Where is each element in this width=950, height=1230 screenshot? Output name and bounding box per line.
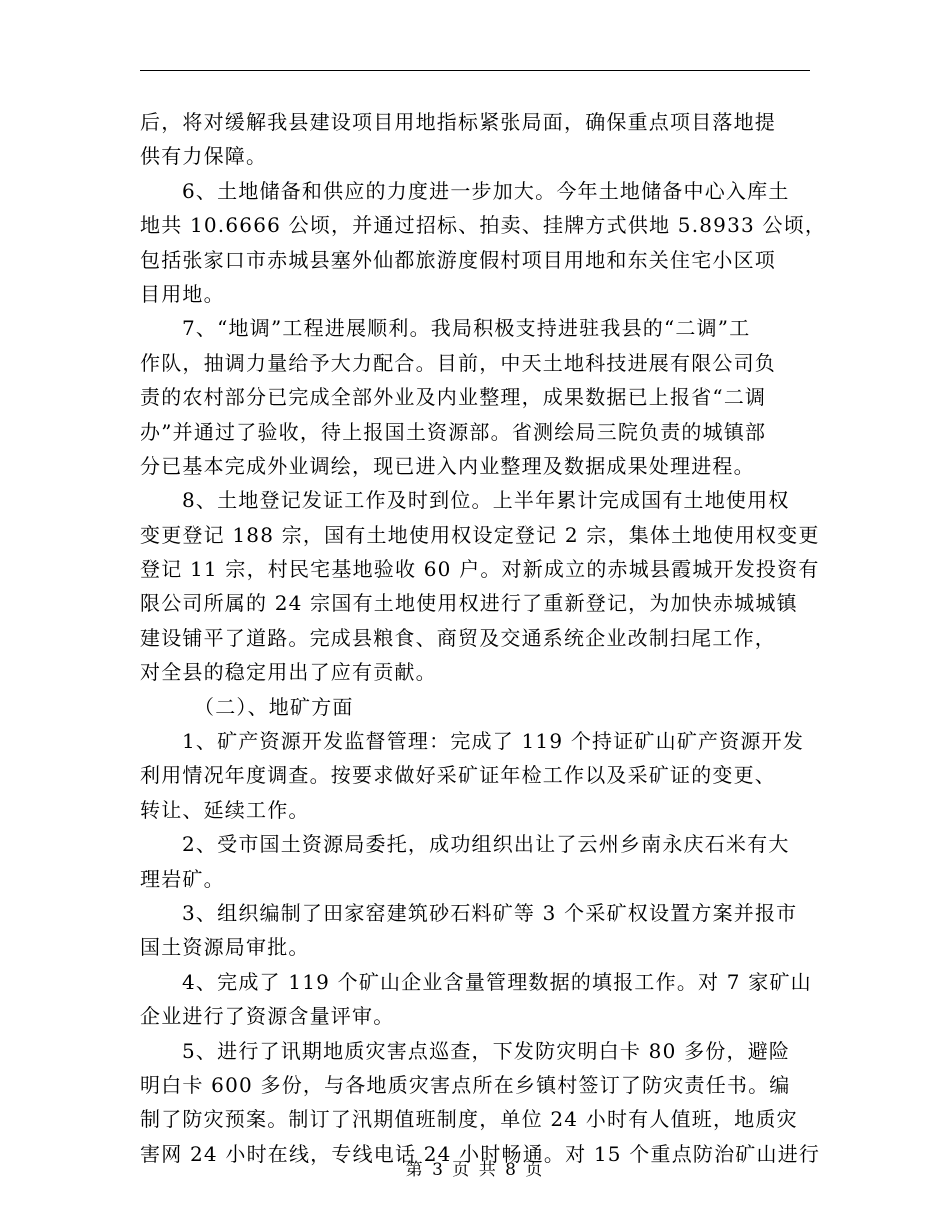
text-line: 限公司所属的 24 宗国有土地使用权进行了重新登记，为加快赤城城镇 xyxy=(140,591,798,616)
text-line: 害网 24 小时在线，专线电话 24 小时畅通。对 15 个重点防治矿山进行 xyxy=(140,1141,821,1166)
text-line: 登记 11 宗，村民宅基地验收 60 户。对新成立的赤城县霞城开发投资有 xyxy=(140,557,820,582)
text-line: 1、矿产资源开发监督管理：完成了 119 个持证矿山矿产资源开发 xyxy=(182,729,805,754)
text-line: 转让、延续工作。 xyxy=(140,797,310,822)
text-line: 目用地。 xyxy=(140,281,225,306)
text-line: 明白卡 600 多份，与各地质灾害点所在乡镇村签订了防灾责任书。编 xyxy=(140,1072,791,1097)
text-line: 5、进行了讯期地质灾害点巡查，下发防灾明白卡 80 多份，避险 xyxy=(182,1038,791,1063)
text-line: 变更登记 188 宗，国有土地使用权设定登记 2 宗，集体土地使用权变更 xyxy=(140,522,820,547)
text-line: 建设铺平了道路。完成县粮食、商贸及交通系统企业改制扫尾工作， xyxy=(140,625,776,650)
text-line: 地共 10.6666 公顷，并通过招标、拍卖、挂牌方式供地 5.8933 公顷， xyxy=(140,213,827,238)
text-line: 6、土地储备和供应的力度进一步加大。今年土地储备中心入库土 xyxy=(182,178,790,203)
text-line: 对全县的稳定用出了应有贡献。 xyxy=(140,660,437,685)
text-line: 2、受市国土资源局委托，成功组织出让了云州乡南永庆石米有大 xyxy=(182,832,790,857)
text-line: 责的农村部分已完成全部外业及内业整理，成果数据已上报省“二调 xyxy=(140,385,767,410)
text-line: 8、土地登记发证工作及时到位。上半年累计完成国有土地使用权 xyxy=(182,488,790,513)
text-line: 利用情况年度调查。按要求做好采矿证年检工作以及采矿证的变更、 xyxy=(140,763,776,788)
text-line: 办”并通过了验收，待上报国土资源部。省测绘局三院负责的城镇部 xyxy=(140,419,767,444)
text-line: 后，将对缓解我县建设项目用地指标紧张局面，确保重点项目落地提 xyxy=(140,110,776,134)
document-body xyxy=(140,105,827,1171)
text-line: 分已基本完成外业调绘，现已进入内业整理及数据成果处理进程。 xyxy=(140,453,755,478)
text-line: 4、完成了 119 个矿山企业含量管理数据的填报工作。对 7 家矿山 xyxy=(182,969,812,994)
text-line: （二）、地矿方面 xyxy=(194,694,354,719)
page-footer: 第 3 页 共 8 页 xyxy=(405,1160,545,1180)
text-line: 企业进行了资源含量评审。 xyxy=(140,1004,395,1029)
text-line: 国土资源局审批。 xyxy=(140,935,310,960)
text-line: 3、组织编制了田家窑建筑砂石料矿等 3 个采矿权设置方案并报市 xyxy=(182,900,798,925)
text-line: 包括张家口市赤城县塞外仙都旅游度假村项目用地和东关住宅小区项 xyxy=(140,247,776,272)
text-line: 理岩矿。 xyxy=(140,866,225,891)
header-rule xyxy=(140,70,810,71)
text-line: 制了防灾预案。制订了汛期值班制度，单位 24 小时有人值班，地质灾 xyxy=(140,1107,798,1132)
text-line: 作队，抽调力量给予大力配合。目前，中天土地科技进展有限公司负 xyxy=(140,350,776,375)
text-line: 7、“地调”工程进展顺利。我局积极支持进驻我县的“二调”工 xyxy=(182,316,751,341)
text-line: 供有力保障。 xyxy=(140,144,268,169)
